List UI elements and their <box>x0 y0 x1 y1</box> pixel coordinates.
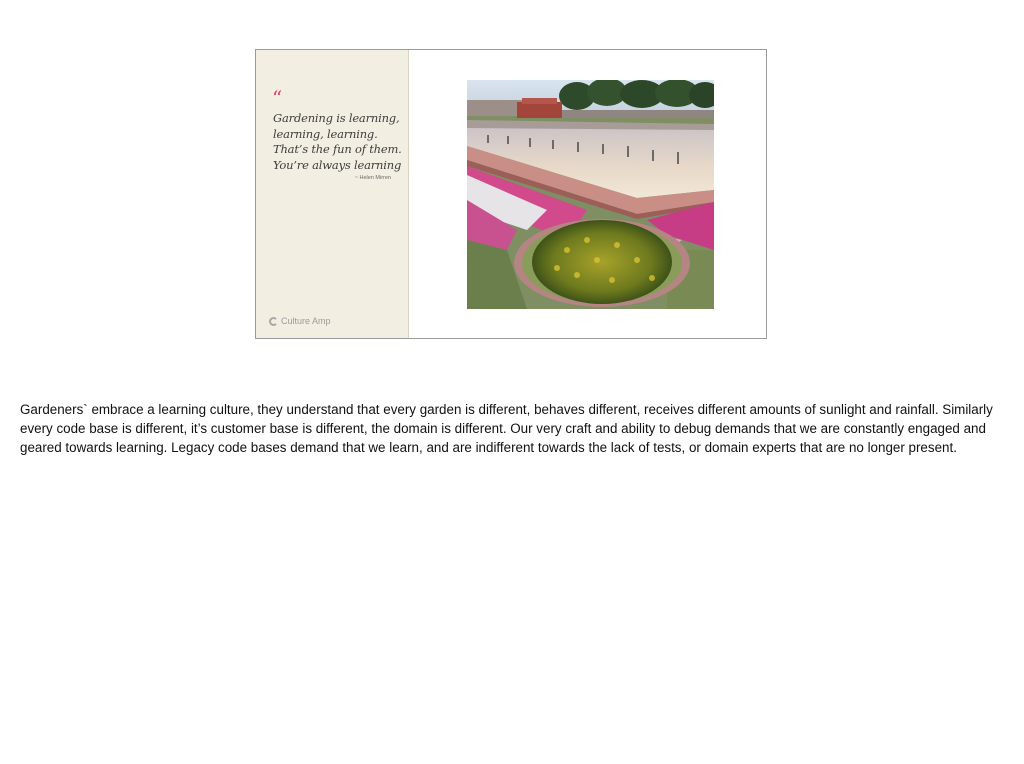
quote-text <box>273 111 403 173</box>
quote-line: That’s the fun of them. <box>273 142 402 156</box>
slide-frame <box>255 49 767 339</box>
quote-panel <box>256 50 409 338</box>
culture-amp-logo-icon <box>269 317 278 326</box>
brand-logo <box>269 316 331 326</box>
quote-line: Gardening is learning, <box>273 111 400 125</box>
quote-line: learning, learning. <box>273 126 378 141</box>
brand-label: Culture Amp <box>281 316 331 326</box>
speaker-notes: Gardeners` embrace a learning culture, they understand that every garden is different, behaves different, receives different amounts of sunlight and rainfall. Similarly every code base is different, it’s customer base is different, the domain is different. Our very craft and ability to debug demands that we are constantly engaged and geared towards learning. Legacy code bases demand that we learn, and are indifferent towards the lack of tests, or domain experts that are no longer present. <box>20 402 993 455</box>
quote-mark-icon: “ <box>272 86 283 110</box>
quote-line: You’re always learning <box>273 157 402 172</box>
garden-photo <box>467 80 714 309</box>
quote-author: ~ Helen Mirren <box>354 175 391 181</box>
